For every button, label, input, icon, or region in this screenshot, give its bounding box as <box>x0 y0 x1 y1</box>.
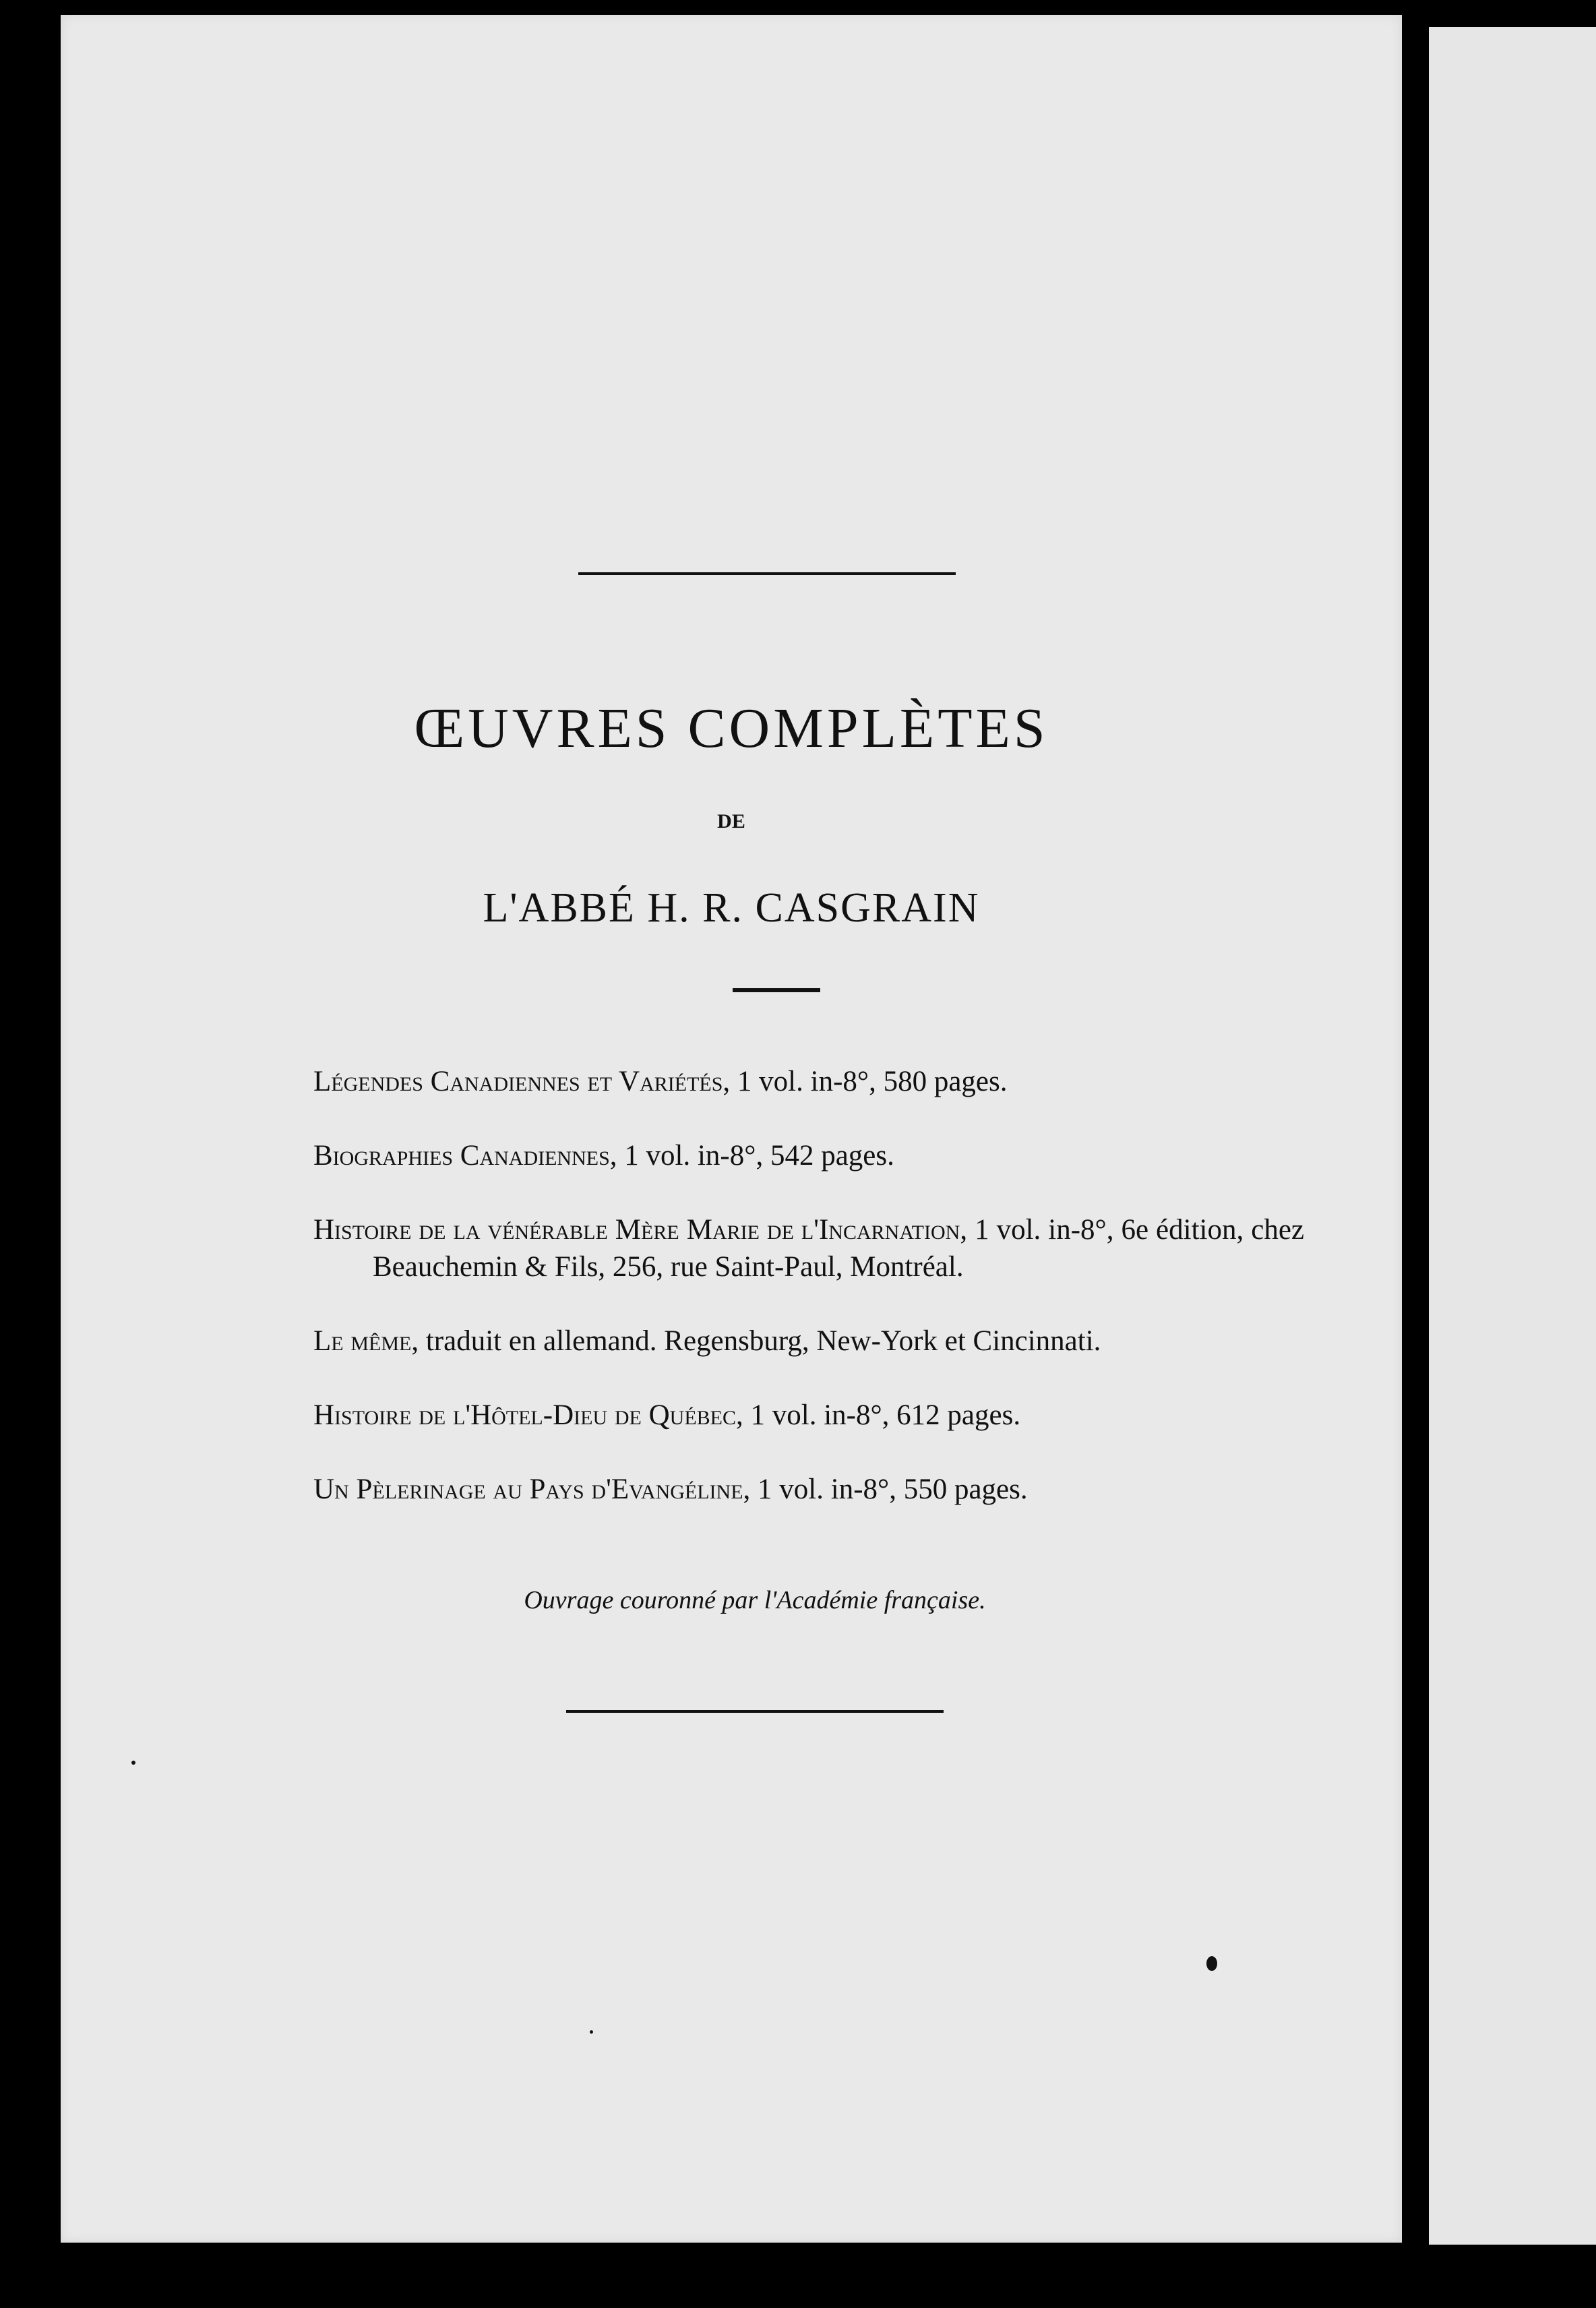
work-entry <box>313 1063 1304 1100</box>
work-title: Histoire de l'Hôtel-Dieu de Québec <box>313 1399 736 1431</box>
work-entry <box>313 1137 1304 1174</box>
work-entry <box>313 1397 1304 1434</box>
middle-divider <box>733 988 820 992</box>
work-entry <box>313 1211 1304 1285</box>
work-details: , 1 vol. in-8°, 6e édition, chez Beauchemin & Fils, 256, rue Saint-Paul, Montréal. <box>373 1214 1304 1283</box>
award-note: Ouvrage couronné par l'Académie française. <box>524 1586 986 1614</box>
ink-speck <box>1206 1956 1217 1971</box>
author-name: L'ABBÉ H. R. CASGRAIN <box>483 885 980 931</box>
work-details: , 1 vol. in-8°, 542 pages. <box>609 1140 894 1172</box>
work-entry <box>313 1471 1304 1508</box>
ink-speck <box>590 2030 593 2034</box>
collection-title: ŒUVRES COMPLÈTES <box>414 697 1049 760</box>
work-details: , 1 vol. in-8°, 580 pages. <box>723 1066 1008 1097</box>
facing-page-edge <box>1429 27 1596 2245</box>
work-details: , traduit en allemand. Regensburg, New-York et Cincinnati. <box>411 1325 1101 1357</box>
work-details: , 1 vol. in-8°, 612 pages. <box>736 1399 1021 1431</box>
book-page <box>61 15 1402 2243</box>
work-entry <box>313 1323 1304 1360</box>
work-title: Légendes Canadiennes et Variétés <box>313 1066 723 1097</box>
work-title: Le même <box>313 1325 412 1357</box>
title-connector: DE <box>717 810 745 832</box>
work-title: Un Pèlerinage au Pays d'Evangéline <box>313 1474 743 1505</box>
top-divider <box>578 572 956 575</box>
ink-speck <box>131 1761 135 1765</box>
bottom-divider <box>566 1710 944 1713</box>
work-details: , 1 vol. in-8°, 550 pages. <box>743 1474 1028 1505</box>
works-list <box>313 1063 1304 1545</box>
work-title: Biographies Canadiennes <box>313 1140 610 1172</box>
work-title: Histoire de la vénérable Mère Marie de l'Incarnation <box>313 1214 960 1246</box>
